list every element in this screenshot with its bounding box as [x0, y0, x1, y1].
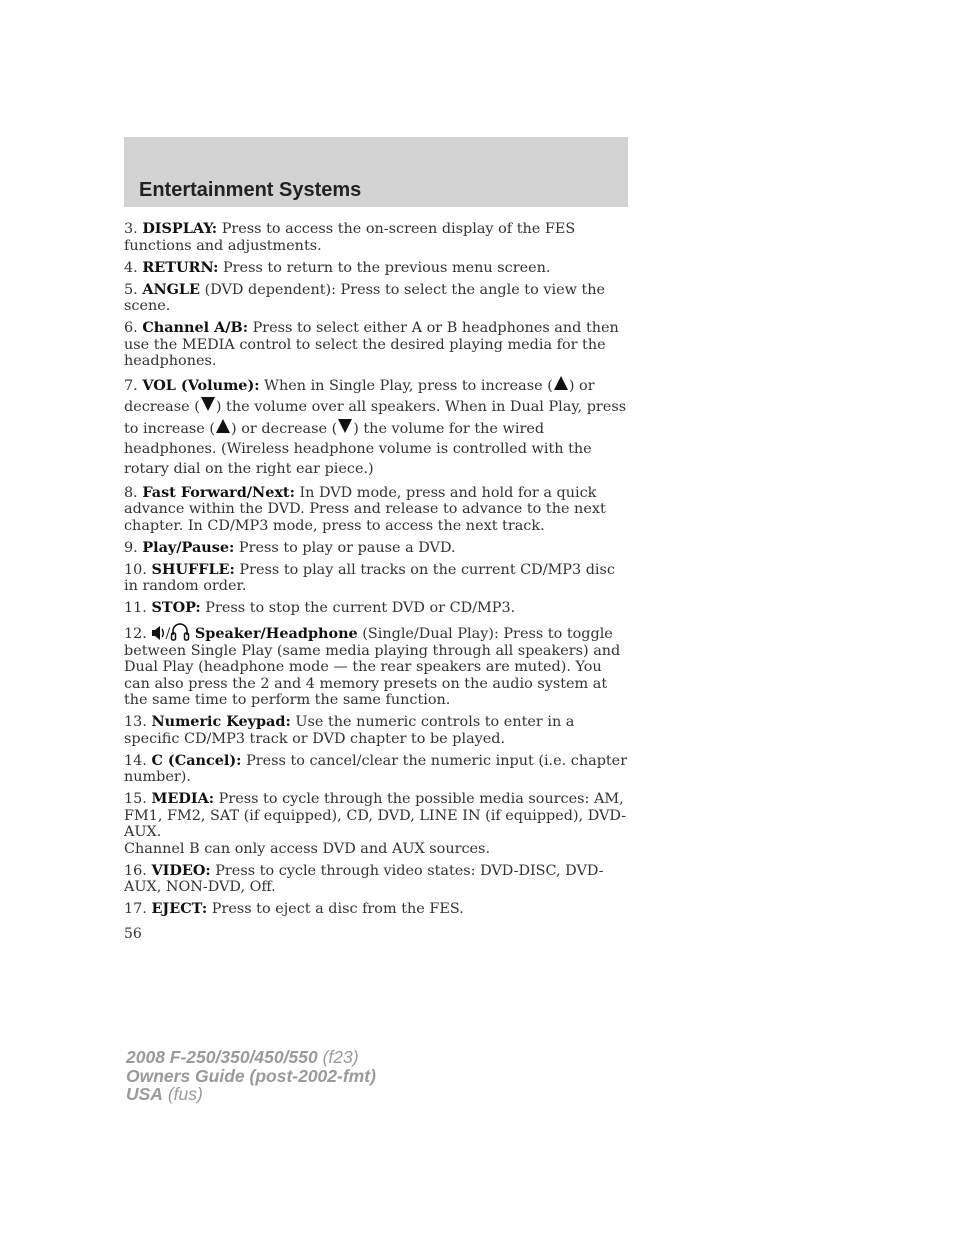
- item-cancel: [124, 753, 630, 786]
- item-number: 17.: [124, 901, 147, 918]
- item-text: Press to access the on-screen display of the FES functions and adjustments.: [124, 221, 576, 254]
- item-number: 10.: [124, 561, 147, 578]
- item-volume: [124, 375, 630, 479]
- item-text: Press to eject a disc from the FES.: [207, 901, 464, 918]
- item-label: VIDEO:: [151, 861, 211, 879]
- item-channel-ab: [124, 320, 630, 370]
- item-text: Use the numeric controls to enter in a specific CD/MP3 track or DVD chapter to be played.: [124, 714, 575, 747]
- section-header-band: [124, 137, 628, 207]
- item-text: Press to select either A or B headphones and then use the MEDIA control to select the desired playing media for the headphones.: [124, 320, 619, 369]
- item-text: ) the volume over all speakers. When in Dual Play, press to increase (: [124, 399, 627, 437]
- item-speaker-headphone: [124, 622, 630, 709]
- item-text: Press to stop the current DVD or CD/MP3.: [200, 600, 516, 617]
- item-label: RETURN:: [142, 258, 219, 276]
- item-number: 14.: [124, 752, 147, 769]
- item-number: 11.: [124, 600, 147, 617]
- item-label: EJECT:: [151, 900, 208, 918]
- item-label: DISPLAY:: [142, 220, 218, 237]
- document-footer: [126, 1048, 376, 1104]
- down-arrow-icon: [200, 396, 216, 412]
- item-number: 4.: [124, 259, 138, 276]
- item-number: 15.: [124, 791, 147, 808]
- item-text: Press to return to the previous menu screen.: [218, 259, 551, 276]
- footer-line-guide: [126, 1067, 376, 1086]
- item-number: 6.: [124, 320, 138, 336]
- item-text: When in Single Play, press to increase (: [259, 378, 553, 394]
- item-text: In DVD mode, press and hold for a quick advance within the DVD. Press and release to advance to the next chapter. In CD/MP3 mode, press to access the next track.: [124, 484, 606, 534]
- item-label: SHUFFLE:: [151, 560, 235, 578]
- icon-separator: /: [165, 626, 171, 643]
- item-return: [124, 260, 630, 277]
- item-text: Press to cancel/clear the numeric input (i.e. chapter number).: [124, 752, 628, 786]
- item-label: ANGLE: [142, 280, 201, 298]
- up-arrow-icon: [215, 418, 231, 434]
- item-label: STOP:: [151, 599, 201, 617]
- item-label: Numeric Keypad:: [151, 713, 291, 731]
- item-number: 3.: [124, 221, 138, 237]
- item-display: [124, 221, 630, 254]
- item-text: Press to cycle through video states: DVD-DISC, DVD-AUX, NON-DVD, Off.: [124, 862, 604, 896]
- item-shuffle: [124, 562, 630, 595]
- item-play-pause: [124, 540, 630, 557]
- item-eject: [124, 901, 630, 918]
- up-arrow-icon: [553, 375, 569, 391]
- item-label: VOL (Volume):: [142, 377, 260, 394]
- item-numeric-keypad: [124, 714, 630, 747]
- item-number: 5.: [124, 281, 138, 298]
- item-text: Press to play all tracks on the current CD/MP3 disc in random order.: [124, 561, 615, 595]
- item-number: 13.: [124, 714, 147, 731]
- section-title: Entertainment Systems: [139, 179, 362, 201]
- item-video: [124, 863, 630, 896]
- item-angle: [124, 282, 630, 315]
- footer-model: 2008 F-250/350/450/550: [126, 1047, 318, 1067]
- item-text: (DVD dependent): Press to select the angle to view the scene.: [124, 281, 606, 314]
- item-text: (Single/Dual Play): Press to toggle between Single Play (same media playing through all speakers) and Dual Play (headphone mode — the rear speakers are muted). You can also press the 2 and 4 memory presets on the audio system at the same time to perform the same function.: [124, 626, 621, 709]
- item-label: Fast Forward/Next:: [142, 483, 295, 501]
- item-media: [124, 791, 630, 857]
- footer-line-model: [126, 1048, 376, 1067]
- speaker-icon: [151, 624, 165, 642]
- item-number: 16.: [124, 862, 147, 879]
- item-text: Press to play or pause a DVD.: [234, 539, 456, 556]
- item-number: 7.: [124, 378, 138, 394]
- footer-guide: Owners Guide (post-2002-fmt): [126, 1065, 376, 1086]
- item-label: Play/Pause:: [142, 538, 235, 556]
- down-arrow-icon: [337, 418, 353, 434]
- footer-market-code: (fus): [162, 1084, 203, 1104]
- item-label: Channel A/B:: [142, 319, 249, 336]
- item-stop: [124, 600, 630, 617]
- footer-model-code: (f23): [317, 1047, 359, 1067]
- item-text: ) or decrease (: [124, 378, 595, 416]
- item-label: C (Cancel):: [151, 751, 242, 769]
- item-text: ) the volume for the wired headphones. (Wireless headphone volume is controlled with the rotary dial on the right ear piece.): [124, 420, 592, 478]
- item-number: 12.: [124, 626, 147, 643]
- item-label: Speaker/Headphone: [194, 625, 358, 643]
- item-label: MEDIA:: [151, 790, 215, 808]
- item-text: Press to cycle through the possible media sources: AM, FM1, FM2, SAT (if equipped), CD, DVD, LINE IN (if equipped), DVD-AUX.: [124, 791, 627, 841]
- footer-line-market: [126, 1085, 376, 1104]
- item-number: 9.: [124, 539, 138, 556]
- item-note: Channel B can only access DVD and AUX sources.: [124, 840, 491, 857]
- footer-market: USA: [126, 1084, 163, 1104]
- item-list: [124, 221, 630, 923]
- item-text: ) or decrease (: [231, 420, 338, 437]
- page-number: 56: [124, 926, 142, 942]
- item-fast-forward: [124, 485, 630, 535]
- headphone-icon: [170, 622, 190, 642]
- item-number: 8.: [124, 484, 138, 501]
